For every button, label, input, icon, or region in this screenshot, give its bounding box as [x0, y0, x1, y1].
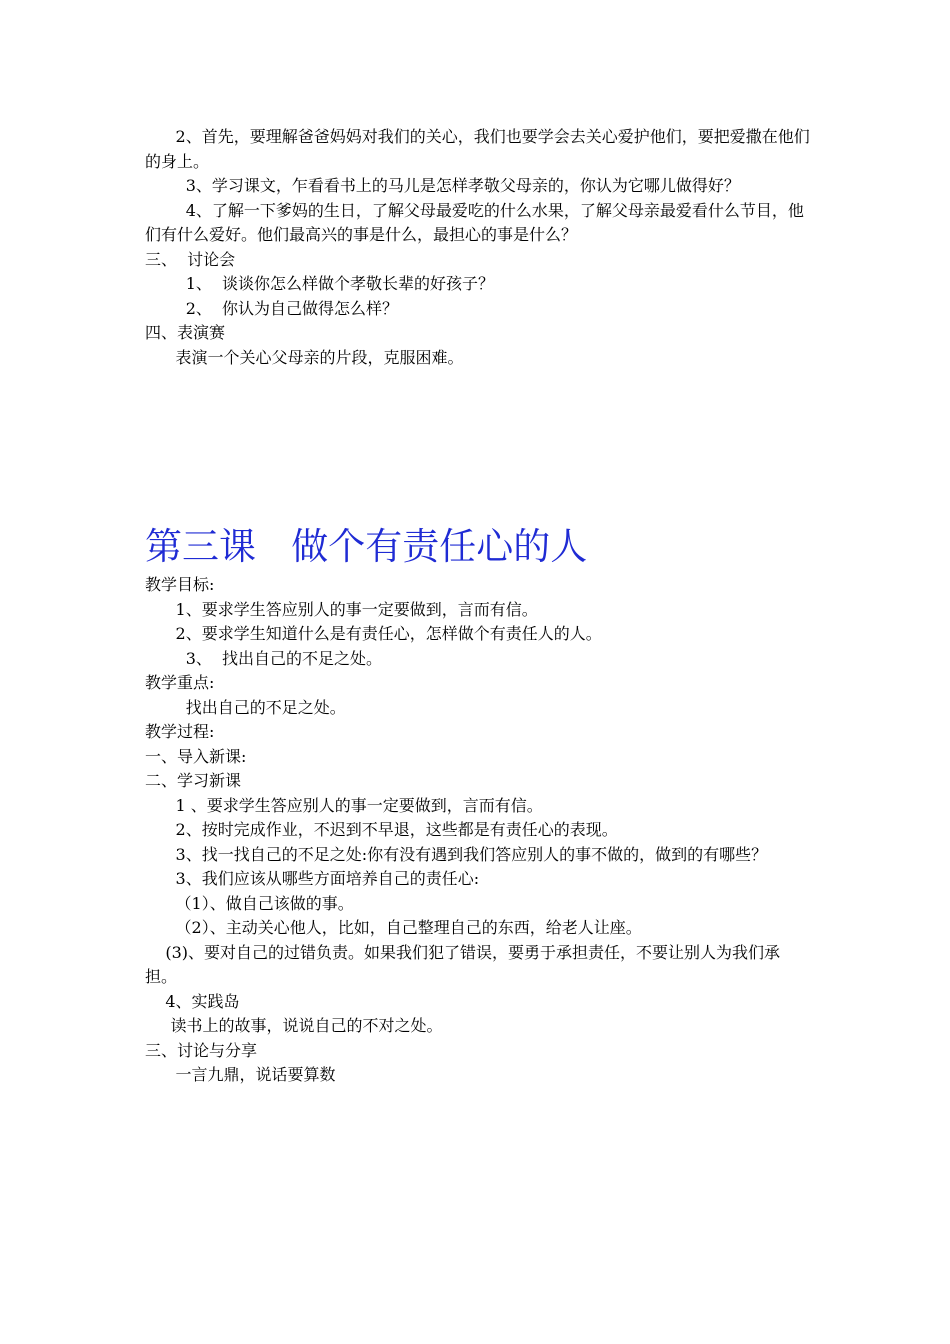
heading-discussion: 三、 讨论会	[145, 249, 236, 269]
text-line: 2、按时完成作业，不迟到不早退，这些都是有责任心的表现。	[145, 820, 618, 839]
text-line: （2）、主动关心他人，比如，自己整理自己的东西，给老人让座。	[145, 918, 642, 937]
heading-intro: 一、导入新课:	[145, 746, 247, 766]
heading-discussion-share: 三、讨论与分享	[145, 1040, 258, 1060]
text-line: 2、首先，要理解爸爸妈妈对我们的关心，我们也要学会去关心爱护他们，要把爱撒在他们的身上。	[145, 127, 810, 171]
text-line: (3)、要对自己的过错负责。如果我们犯了错误，要勇于承担责任，不要让别人为我们承担。	[145, 942, 781, 986]
heading-objectives: 教学目标:	[145, 575, 215, 594]
text-line: 2、要求学生知道什么是有责任心，怎样做个有责任人的人。	[145, 624, 602, 643]
text-line: 1、 谈谈你怎么样做个孝敬长辈的好孩子？	[145, 274, 495, 293]
text-line: 读书上的故事，说说自己的不对之处。	[145, 1016, 443, 1035]
text-line: 4、实践岛	[145, 991, 240, 1011]
heading-key-points: 教学重点:	[145, 673, 215, 692]
text-line: 表演一个关心父母亲的片段，克服困难。	[145, 347, 464, 367]
text-line: 1、要求学生答应别人的事一定要做到，言而有信。	[145, 599, 538, 619]
text-line: 2、 你认为自己做得怎么样？	[145, 298, 399, 318]
text-line: 3、我们应该从哪些方面培养自己的责任心:	[145, 869, 480, 888]
text-line: 一言九鼎，说话要算数	[145, 1065, 336, 1084]
heading-process: 教学过程:	[145, 722, 215, 741]
text-line: 找出自己的不足之处。	[145, 697, 346, 717]
text-line: 3、找一找自己的不足之处:你有没有遇到我们答应别人的事不做的，做到的有哪些？	[145, 844, 768, 864]
lesson-three	[145, 523, 810, 1088]
lesson-title: 第三课 做个有责任心的人	[145, 525, 588, 568]
text-line: 1 、要求学生答应别人的事一定要做到，言而有信。	[145, 795, 543, 815]
text-line: 3、 找出自己的不足之处。	[145, 648, 383, 668]
text-line: 4、了解一下爹妈的生日，了解父母最爱吃的什么水果，了解父母亲最爱看什么节目，他们有什么爱好。他们最高兴的事是什么，最担心的事是什么？	[145, 200, 804, 244]
text-line: 3、学习课文，乍看看书上的马儿是怎样孝敬父母亲的，你认为它哪儿做得好？	[145, 176, 740, 195]
lesson-two-continuation	[145, 125, 810, 370]
heading-performance: 四、表演赛	[145, 323, 226, 342]
heading-new-lesson: 二、学习新课	[145, 771, 242, 790]
text-line: （1）、做自己该做的事。	[145, 893, 354, 913]
